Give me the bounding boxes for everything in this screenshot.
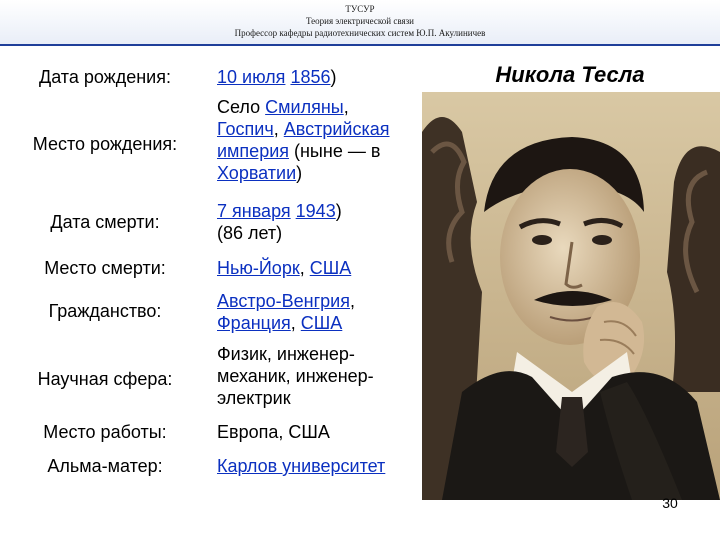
birth-place-label: Место рождения: bbox=[32, 134, 178, 154]
death-place-label: Место смерти: bbox=[44, 258, 166, 278]
person-name-title: Никола Тесла bbox=[495, 62, 645, 87]
slide-header bbox=[0, 3, 720, 39]
france-link[interactable]: Франция bbox=[217, 313, 291, 333]
field-label: Научная сфера: bbox=[37, 369, 173, 389]
header-course: Теория электрической связи bbox=[305, 16, 414, 26]
header-divider bbox=[0, 44, 720, 46]
charles-university-link[interactable]: Карлов университет bbox=[217, 456, 386, 476]
usa-citizenship-link[interactable]: США bbox=[300, 313, 343, 333]
birth-date-label: Дата рождения: bbox=[39, 67, 171, 87]
new-york-link[interactable]: Нью-Йорк bbox=[217, 258, 300, 278]
smilyany-link[interactable]: Смиляны bbox=[265, 97, 344, 117]
birth-date-value: 10 июля 1856) bbox=[217, 67, 337, 87]
usa-link[interactable]: США bbox=[309, 258, 352, 278]
citizenship-value: Австро-Венгрия, Франция, США bbox=[217, 291, 355, 333]
empire-link[interactable]: империя bbox=[217, 141, 289, 161]
death-place-value: Нью-Йорк, США bbox=[217, 258, 352, 278]
gospic-link[interactable]: Госпич bbox=[217, 119, 274, 139]
death-day-link[interactable]: 7 января bbox=[217, 201, 291, 221]
death-date-value: 7 января 1943) (86 лет) bbox=[217, 200, 422, 244]
workplace-value: Европа, США bbox=[217, 422, 330, 442]
croatia-link[interactable]: Хорватии bbox=[217, 163, 297, 183]
workplace-label: Место работы: bbox=[43, 422, 167, 442]
birth-day-link[interactable]: 10 июля bbox=[217, 67, 286, 87]
portrait-photo bbox=[422, 92, 720, 500]
header-author: Профессор кафедры радиотехнических систем Ю.П. Акулиничев bbox=[234, 28, 486, 38]
death-date-label: Дата смерти: bbox=[50, 212, 160, 232]
age-at-death: (86 лет) bbox=[217, 223, 283, 243]
header-university: ТУСУР bbox=[345, 4, 375, 14]
page-number: 30 bbox=[662, 495, 678, 511]
alma-mater-label: Альма-матер: bbox=[47, 456, 163, 476]
field-value: Физик, инженер- механик, инженер- электрик bbox=[217, 344, 374, 408]
alma-mater-value bbox=[217, 455, 422, 477]
death-year-link[interactable]: 1943 bbox=[295, 201, 336, 221]
birth-place-value: Село Смиляны, Госпич, Австрийская империя (ныне — в Хорватии) bbox=[217, 97, 390, 183]
birth-year-link[interactable]: 1856 bbox=[290, 67, 331, 87]
citizenship-label: Гражданство: bbox=[48, 301, 162, 321]
austrian-link[interactable]: Австрийская bbox=[283, 119, 390, 139]
austria-hungary-link[interactable]: Австро-Венгрия bbox=[217, 291, 350, 311]
